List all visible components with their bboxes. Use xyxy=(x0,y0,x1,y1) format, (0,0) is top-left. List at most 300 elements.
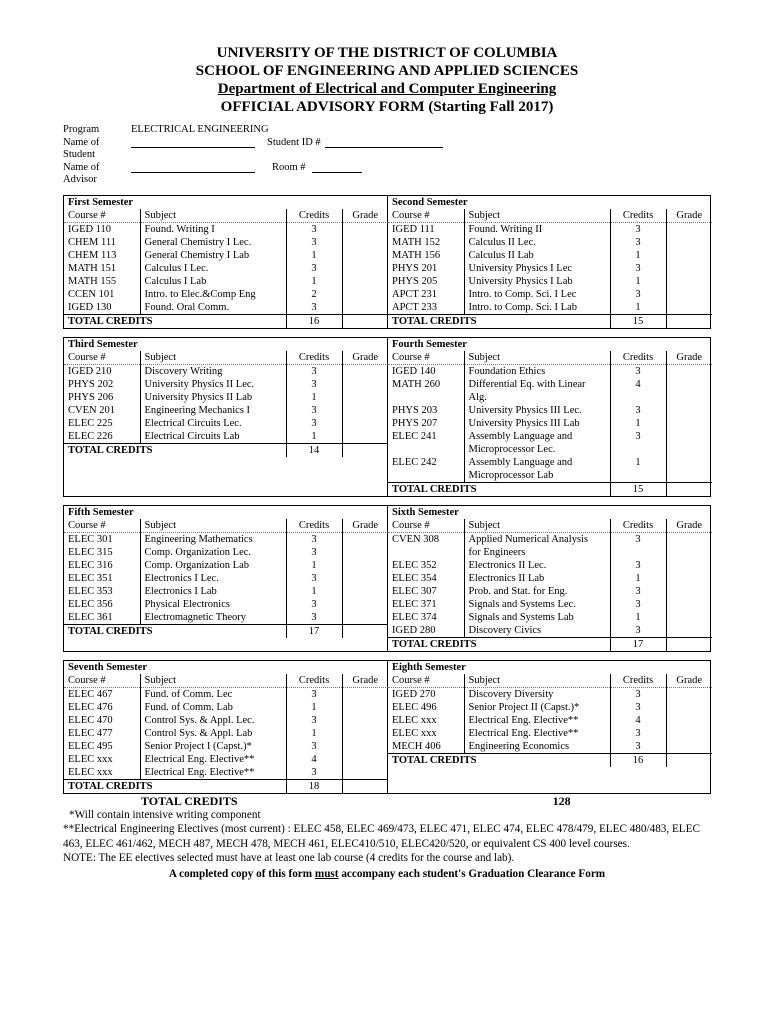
course-number: ELEC 315 xyxy=(64,546,140,559)
column-header-row xyxy=(388,674,712,688)
course-number: PHYS 205 xyxy=(388,275,464,288)
course-subject: Calculus II Lec. xyxy=(464,236,610,249)
course-table xyxy=(388,351,712,496)
grade-cell[interactable] xyxy=(666,236,712,249)
grade-cell[interactable] xyxy=(342,378,388,391)
course-subject: Engineering Mechanics I xyxy=(140,404,286,417)
course-credits: 3 xyxy=(610,701,666,714)
col-credits-header: Credits xyxy=(610,351,666,365)
course-row xyxy=(388,701,712,714)
university-name: UNIVERSITY OF THE DISTRICT OF COLUMBIA xyxy=(216,45,558,61)
course-credits: 3 xyxy=(286,714,342,727)
semester-title: Second Semester xyxy=(392,196,468,208)
course-subject: University Physics III Lab xyxy=(464,417,610,430)
course-subject: University Physics I Lab xyxy=(464,275,610,288)
course-number: ELEC 356 xyxy=(64,598,140,611)
grade-cell[interactable] xyxy=(666,714,712,727)
course-number: CVEN 201 xyxy=(64,404,140,417)
course-number: MATH 260 xyxy=(388,378,464,391)
grade-cell[interactable] xyxy=(666,624,712,638)
course-credits: 3 xyxy=(286,222,342,236)
total-grade-cell[interactable] xyxy=(342,314,388,328)
course-number: ELEC xxx xyxy=(64,766,140,780)
course-row xyxy=(64,236,388,249)
col-course-header: Course # xyxy=(388,519,464,533)
course-credits: 3 xyxy=(610,740,666,753)
col-grade-header: Grade xyxy=(666,209,712,223)
school-name: SCHOOL OF ENGINEERING AND APPLIED SCIENCES xyxy=(195,63,579,79)
course-row xyxy=(388,364,712,378)
grade-cell[interactable] xyxy=(666,404,712,417)
course-credits: 3 xyxy=(610,532,666,546)
course-number: CHEM 113 xyxy=(64,249,140,262)
course-row xyxy=(388,727,712,740)
semester-block xyxy=(388,661,711,793)
grade-cell[interactable] xyxy=(666,275,712,288)
course-row xyxy=(64,364,388,378)
col-subject-header: Subject xyxy=(464,351,610,365)
course-row xyxy=(64,727,388,740)
course-credits: 3 xyxy=(286,546,342,559)
grade-cell[interactable] xyxy=(342,275,388,288)
total-label: TOTAL CREDITS xyxy=(64,443,286,457)
course-subject: Comp. Organization Lec. xyxy=(140,546,286,559)
grade-cell[interactable] xyxy=(666,378,712,391)
course-credits: 1 xyxy=(610,611,666,624)
course-credits: 4 xyxy=(286,753,342,766)
grade-cell[interactable] xyxy=(666,727,712,740)
course-number: ELEC 352 xyxy=(388,559,464,572)
course-subject: Intro. to Comp. Sci. I Lab xyxy=(464,301,610,315)
total-value: 15 xyxy=(610,482,666,496)
course-credits: 1 xyxy=(286,249,342,262)
course-subject: Applied Numerical Analysis xyxy=(464,532,610,546)
grade-cell[interactable] xyxy=(666,572,712,585)
col-grade-header: Grade xyxy=(342,351,388,365)
course-number: MATH 152 xyxy=(388,236,464,249)
course-row xyxy=(64,598,388,611)
column-header-row xyxy=(64,519,388,533)
course-subject: Physical Electronics xyxy=(140,598,286,611)
col-course-header: Course # xyxy=(388,674,464,688)
course-credits: 1 xyxy=(610,572,666,585)
course-number xyxy=(388,391,464,404)
col-course-header: Course # xyxy=(64,519,140,533)
grade-cell[interactable] xyxy=(666,249,712,262)
grade-cell[interactable] xyxy=(342,727,388,740)
col-credits-header: Credits xyxy=(610,519,666,533)
semester-title: First Semester xyxy=(68,196,134,208)
course-row xyxy=(388,391,712,404)
col-grade-header: Grade xyxy=(342,519,388,533)
course-number: ELEC 470 xyxy=(64,714,140,727)
grade-cell[interactable] xyxy=(342,236,388,249)
course-row xyxy=(64,222,388,236)
grade-cell[interactable] xyxy=(342,301,388,315)
course-credits: 3 xyxy=(610,262,666,275)
course-number: APCT 233 xyxy=(388,301,464,315)
course-number: ELEC 361 xyxy=(64,611,140,625)
total-label: TOTAL CREDITS xyxy=(388,314,610,328)
course-row xyxy=(388,430,712,443)
course-subject: University Physics II Lab xyxy=(140,391,286,404)
course-subject: Alg. xyxy=(464,391,610,404)
col-credits-header: Credits xyxy=(286,209,342,223)
grade-cell[interactable] xyxy=(342,532,388,546)
total-grade-cell[interactable] xyxy=(342,779,388,793)
course-row xyxy=(388,469,712,483)
course-credits: 3 xyxy=(610,559,666,572)
grade-cell[interactable] xyxy=(666,430,712,443)
course-row xyxy=(64,701,388,714)
total-grade-cell[interactable] xyxy=(666,753,712,767)
col-course-header: Course # xyxy=(388,209,464,223)
course-table xyxy=(64,209,388,328)
course-row xyxy=(388,275,712,288)
course-number: PHYS 203 xyxy=(388,404,464,417)
course-row xyxy=(388,443,712,456)
course-table xyxy=(64,519,388,638)
course-credits: 1 xyxy=(610,417,666,430)
course-row xyxy=(388,288,712,301)
course-number: ELEC 496 xyxy=(388,701,464,714)
total-label: TOTAL CREDITS xyxy=(388,753,610,767)
semester-title: Fourth Semester xyxy=(392,338,467,350)
course-subject: Comp. Organization Lab xyxy=(140,559,286,572)
course-credits: 3 xyxy=(610,222,666,236)
course-table xyxy=(64,674,388,793)
course-subject: Microprocessor Lec. xyxy=(464,443,610,456)
course-number: ELEC 225 xyxy=(64,417,140,430)
course-subject: Electrical Circuits Lab xyxy=(140,430,286,443)
course-row xyxy=(64,288,388,301)
grade-cell[interactable] xyxy=(666,598,712,611)
note-electives: **Electrical Engineering Electives (most current) : ELEC 458, ELEC 469/473, ELEC 471, ELEC 474, ELEC 478/479, ELEC 480/483, ELEC 463, ELEC 461/462, MECH 487, MECH 478, MECH 461, ELEC410/510, ELEC420/520, or equivalent CS 400 level courses. xyxy=(63,823,700,850)
semester-block xyxy=(64,506,388,651)
grade-cell[interactable] xyxy=(666,469,712,483)
grade-cell[interactable] xyxy=(342,288,388,301)
grade-cell[interactable] xyxy=(666,391,712,404)
student-id-field[interactable] xyxy=(325,137,443,148)
course-subject: Electronics II Lab xyxy=(464,572,610,585)
col-credits-header: Credits xyxy=(610,209,666,223)
col-course-header: Course # xyxy=(64,351,140,365)
course-subject: Electronics II Lec. xyxy=(464,559,610,572)
course-credits: 3 xyxy=(610,624,666,638)
course-number: ELEC 307 xyxy=(388,585,464,598)
course-credits: 3 xyxy=(610,598,666,611)
grade-cell[interactable] xyxy=(342,753,388,766)
course-subject: Assembly Language and xyxy=(464,430,610,443)
grade-cell[interactable] xyxy=(666,559,712,572)
course-row xyxy=(388,714,712,727)
course-subject: Control Sys. & Appl. Lab xyxy=(140,727,286,740)
semester-block xyxy=(64,196,388,328)
course-credits: 3 xyxy=(610,727,666,740)
col-subject-header: Subject xyxy=(464,674,610,688)
course-number: ELEC 242 xyxy=(388,456,464,469)
course-row xyxy=(64,275,388,288)
course-number: ELEC 353 xyxy=(64,585,140,598)
grade-cell[interactable] xyxy=(342,249,388,262)
student-name-field[interactable] xyxy=(131,137,255,148)
notes xyxy=(63,808,711,866)
col-course-header: Course # xyxy=(388,351,464,365)
column-header-row xyxy=(388,519,712,533)
department-name: Department of Electrical and Computer Engineering xyxy=(217,81,557,97)
footer-part2: accompany each student's Graduation Clearance Form xyxy=(338,867,606,880)
course-number: ELEC 354 xyxy=(388,572,464,585)
course-row xyxy=(388,262,712,275)
col-grade-header: Grade xyxy=(342,209,388,223)
course-number: IGED 111 xyxy=(388,222,464,236)
course-subject: Foundation Ethics xyxy=(464,364,610,378)
course-number: IGED 210 xyxy=(64,364,140,378)
course-credits: 3 xyxy=(286,417,342,430)
total-grade-cell[interactable] xyxy=(666,482,712,496)
course-number: IGED 270 xyxy=(388,687,464,701)
advisor-label: Name of Advisor xyxy=(63,161,100,185)
course-credits: 1 xyxy=(286,275,342,288)
column-header-row xyxy=(388,351,712,365)
grade-cell[interactable] xyxy=(666,443,712,456)
semester-block xyxy=(64,661,388,793)
total-grade-cell[interactable] xyxy=(666,637,712,651)
course-number: MECH 406 xyxy=(388,740,464,753)
grade-cell[interactable] xyxy=(666,546,712,559)
grade-cell[interactable] xyxy=(342,598,388,611)
course-row xyxy=(64,740,388,753)
course-number xyxy=(388,546,464,559)
grade-cell[interactable] xyxy=(342,559,388,572)
student-info xyxy=(63,124,711,187)
grade-cell[interactable] xyxy=(666,417,712,430)
grade-cell[interactable] xyxy=(342,611,388,625)
course-subject: Signals and Systems Lab xyxy=(464,611,610,624)
grade-cell[interactable] xyxy=(342,701,388,714)
course-row xyxy=(388,378,712,391)
total-grade-cell[interactable] xyxy=(342,624,388,638)
course-credits: 3 xyxy=(286,611,342,625)
course-number: ELEC 351 xyxy=(64,572,140,585)
col-subject-header: Subject xyxy=(140,351,286,365)
course-number: CHEM 111 xyxy=(64,236,140,249)
advisor-field[interactable] xyxy=(131,162,255,173)
course-subject: Electrical Eng. Elective** xyxy=(140,753,286,766)
course-number xyxy=(388,443,464,456)
grade-cell[interactable] xyxy=(342,391,388,404)
course-number: MATH 155 xyxy=(64,275,140,288)
course-credits: 3 xyxy=(610,430,666,443)
student-name-label: Name of Student xyxy=(63,136,100,160)
course-subject: Engineering Economics xyxy=(464,740,610,753)
grade-cell[interactable] xyxy=(666,364,712,378)
grade-cell[interactable] xyxy=(342,430,388,443)
course-credits: 3 xyxy=(610,288,666,301)
grade-cell[interactable] xyxy=(342,714,388,727)
course-credits: 3 xyxy=(610,687,666,701)
total-row xyxy=(388,637,712,651)
course-number: IGED 140 xyxy=(388,364,464,378)
course-subject: Discovery Writing xyxy=(140,364,286,378)
total-label: TOTAL CREDITS xyxy=(388,482,610,496)
total-grade-cell[interactable] xyxy=(342,443,388,457)
grade-cell[interactable] xyxy=(666,687,712,701)
course-row xyxy=(64,572,388,585)
col-credits-header: Credits xyxy=(286,674,342,688)
course-row xyxy=(64,585,388,598)
col-subject-header: Subject xyxy=(140,209,286,223)
course-subject: Microprocessor Lab xyxy=(464,469,610,483)
grade-cell[interactable] xyxy=(342,572,388,585)
program-label: Program xyxy=(63,124,100,135)
course-number: ELEC 301 xyxy=(64,532,140,546)
course-row xyxy=(388,404,712,417)
grade-cell[interactable] xyxy=(666,288,712,301)
course-number: MATH 151 xyxy=(64,262,140,275)
course-subject: Intro. to Comp. Sci. I Lec xyxy=(464,288,610,301)
grand-total-label: TOTAL CREDITS xyxy=(141,793,238,808)
course-credits: 3 xyxy=(286,301,342,315)
course-credits: 1 xyxy=(286,727,342,740)
grade-cell[interactable] xyxy=(342,417,388,430)
course-number: MATH 156 xyxy=(388,249,464,262)
course-number: ELEC 467 xyxy=(64,687,140,701)
total-row xyxy=(64,624,388,638)
course-number: ELEC xxx xyxy=(388,714,464,727)
semester-block xyxy=(388,338,711,496)
room-field[interactable] xyxy=(312,162,362,173)
total-value: 17 xyxy=(610,637,666,651)
semester-title: Eighth Semester xyxy=(392,661,466,673)
grade-cell[interactable] xyxy=(342,687,388,701)
course-credits: 4 xyxy=(610,378,666,391)
grade-cell[interactable] xyxy=(342,766,388,780)
course-subject: Signals and Systems Lec. xyxy=(464,598,610,611)
footer-part1: A completed copy of this form xyxy=(168,867,315,880)
semester-block xyxy=(388,506,711,651)
course-credits: 3 xyxy=(286,236,342,249)
course-row xyxy=(64,532,388,546)
course-row xyxy=(388,456,712,469)
grade-cell[interactable] xyxy=(666,532,712,546)
course-row xyxy=(388,236,712,249)
course-row xyxy=(64,714,388,727)
course-credits: 1 xyxy=(610,301,666,315)
course-number xyxy=(388,469,464,483)
total-grade-cell[interactable] xyxy=(666,314,712,328)
total-label: TOTAL CREDITS xyxy=(64,624,286,638)
course-row xyxy=(388,249,712,262)
course-subject: for Engineers xyxy=(464,546,610,559)
course-row xyxy=(64,559,388,572)
course-row xyxy=(388,572,712,585)
column-header-row xyxy=(64,209,388,223)
semester-title: Sixth Semester xyxy=(392,506,459,518)
course-number: ELEC 316 xyxy=(64,559,140,572)
course-subject: Intro. to Elec.&Comp Eng xyxy=(140,288,286,301)
grade-cell[interactable] xyxy=(666,585,712,598)
course-number: IGED 110 xyxy=(64,222,140,236)
total-value: 17 xyxy=(286,624,342,638)
course-subject: Electronics I Lec. xyxy=(140,572,286,585)
course-number: ELEC 371 xyxy=(388,598,464,611)
course-number: ELEC 476 xyxy=(64,701,140,714)
grand-total-value: 128 xyxy=(552,793,571,808)
course-subject: Electronics I Lab xyxy=(140,585,286,598)
course-subject: Control Sys. & Appl. Lec. xyxy=(140,714,286,727)
course-credits xyxy=(610,443,666,456)
course-subject: Senior Project II (Capst.)* xyxy=(464,701,610,714)
grade-cell[interactable] xyxy=(666,262,712,275)
col-grade-header: Grade xyxy=(342,674,388,688)
course-credits: 3 xyxy=(286,598,342,611)
course-row xyxy=(64,262,388,275)
course-subject: University Physics I Lec xyxy=(464,262,610,275)
course-number: CVEN 308 xyxy=(388,532,464,546)
course-subject: Electrical Circuits Lec. xyxy=(140,417,286,430)
course-subject: Assembly Language and xyxy=(464,456,610,469)
program-value: ELECTRICAL ENGINEERING xyxy=(131,124,269,135)
course-credits: 3 xyxy=(286,404,342,417)
grade-cell[interactable] xyxy=(342,364,388,378)
course-number: ELEC xxx xyxy=(388,727,464,740)
note-lab: NOTE: The EE electives selected must have at least one lab course (4 credits for the course and lab). xyxy=(63,852,515,864)
form-title: OFFICIAL ADVISORY FORM (Starting Fall 2017) xyxy=(220,99,554,115)
course-subject: Prob. and Stat. for Eng. xyxy=(464,585,610,598)
grade-cell[interactable] xyxy=(666,301,712,315)
course-row xyxy=(388,740,712,753)
course-subject: Fund. of Comm. Lec xyxy=(140,687,286,701)
grade-cell[interactable] xyxy=(666,456,712,469)
grade-cell[interactable] xyxy=(342,222,388,236)
course-number: ELEC 477 xyxy=(64,727,140,740)
course-row xyxy=(388,417,712,430)
course-subject: General Chemistry I Lec. xyxy=(140,236,286,249)
grade-cell[interactable] xyxy=(666,611,712,624)
course-subject: Found. Oral Comm. xyxy=(140,301,286,315)
col-credits-header: Credits xyxy=(286,519,342,533)
total-value: 18 xyxy=(286,779,342,793)
grade-cell[interactable] xyxy=(666,222,712,236)
course-number: CCEN 101 xyxy=(64,288,140,301)
semester-pair xyxy=(63,505,711,652)
course-number: APCT 231 xyxy=(388,288,464,301)
course-credits: 3 xyxy=(286,687,342,701)
course-subject: Electromagnetic Theory xyxy=(140,611,286,625)
form-header xyxy=(63,44,711,116)
semester-block xyxy=(388,196,711,328)
course-credits xyxy=(610,546,666,559)
grade-cell[interactable] xyxy=(666,740,712,753)
course-subject: Senior Project I (Capst.)* xyxy=(140,740,286,753)
course-number: ELEC 241 xyxy=(388,430,464,443)
col-grade-header: Grade xyxy=(666,351,712,365)
grade-cell[interactable] xyxy=(342,262,388,275)
total-row xyxy=(64,779,388,793)
course-number: ELEC xxx xyxy=(64,753,140,766)
note-writing: *Will contain intensive writing component xyxy=(69,808,261,821)
grade-cell[interactable] xyxy=(342,546,388,559)
footer-note xyxy=(63,868,711,880)
semester-pair xyxy=(63,660,711,794)
grade-cell[interactable] xyxy=(342,740,388,753)
grade-cell[interactable] xyxy=(666,701,712,714)
course-row xyxy=(64,687,388,701)
grade-cell[interactable] xyxy=(342,585,388,598)
grade-cell[interactable] xyxy=(342,404,388,417)
course-credits: 3 xyxy=(286,378,342,391)
